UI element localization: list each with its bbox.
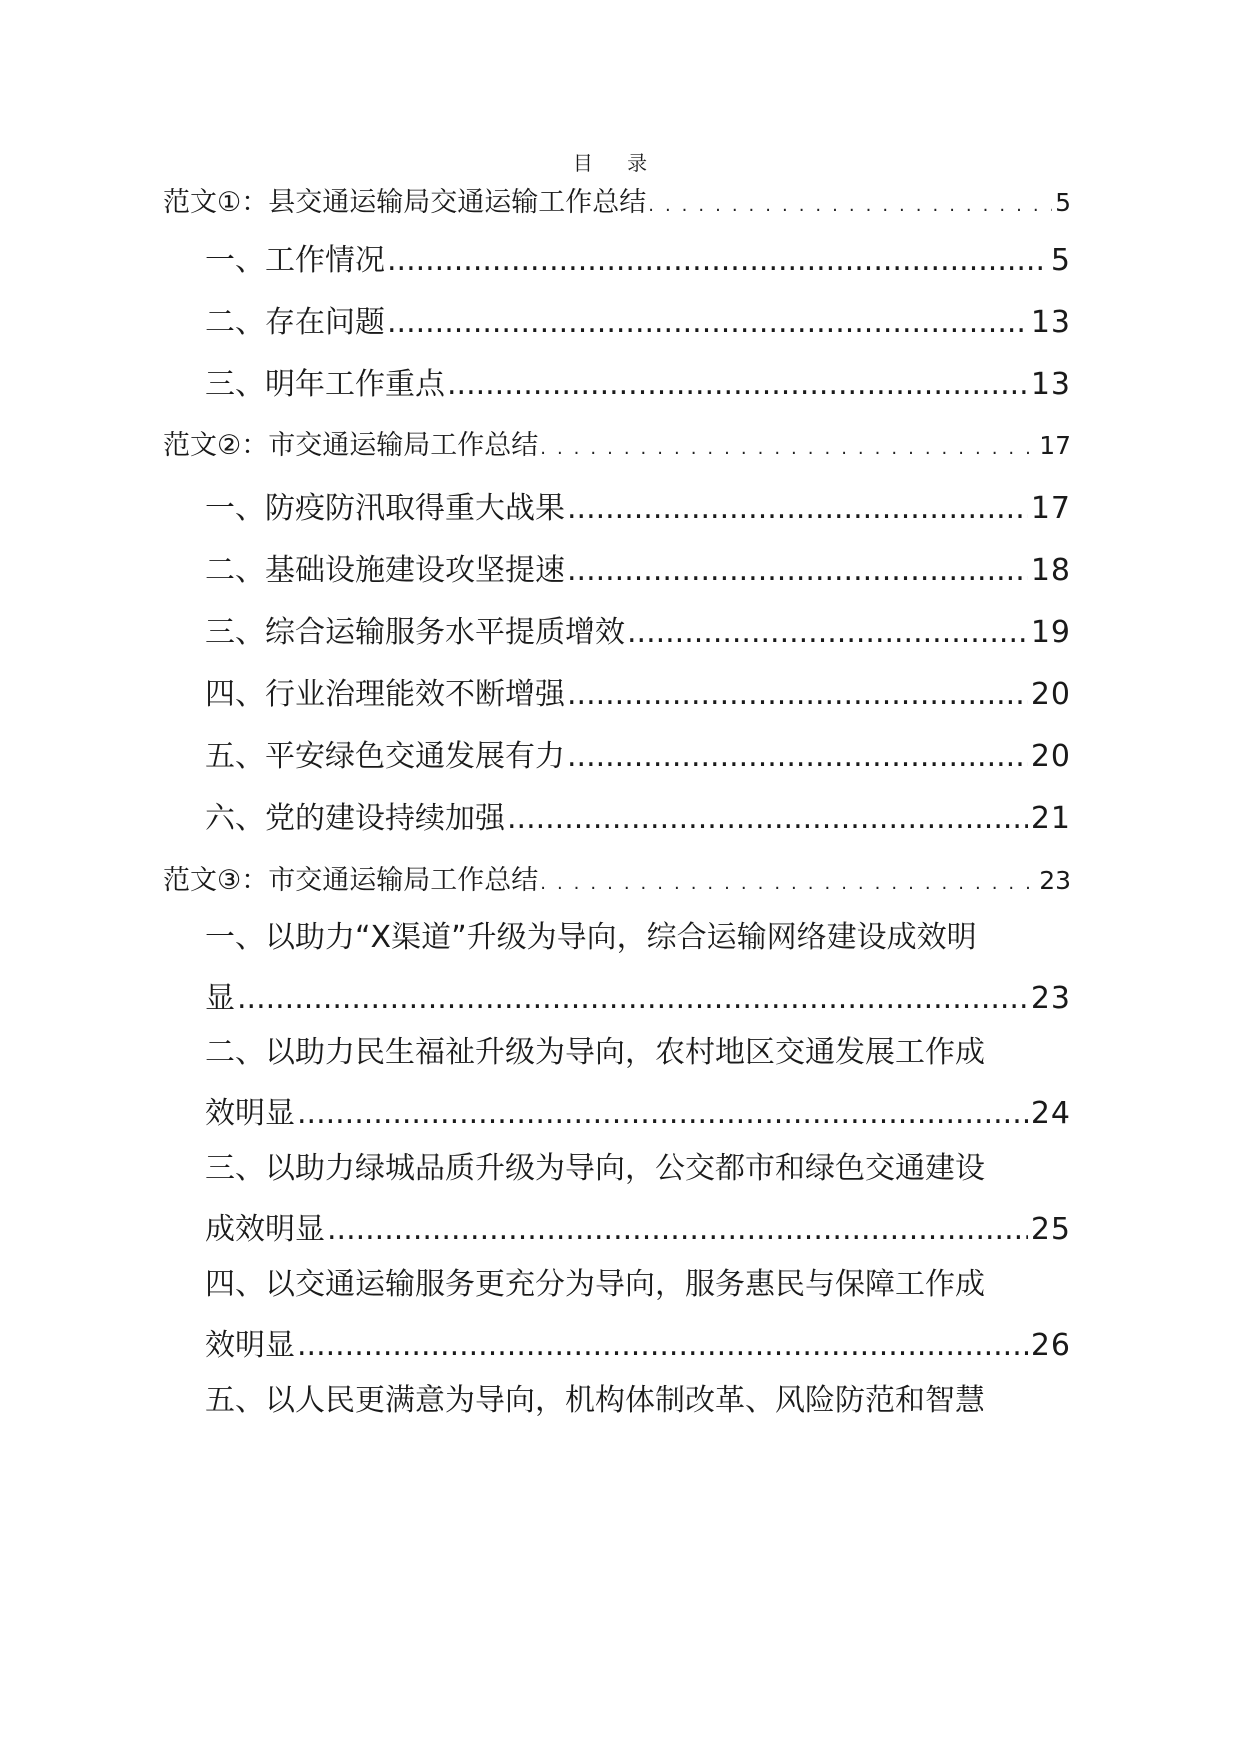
toc-line [205, 793, 1071, 836]
toc-line [205, 973, 1071, 1016]
toc-line [205, 235, 1071, 278]
toc-line [163, 423, 1071, 463]
toc-item-label-line2: 显 [205, 981, 235, 1016]
toc-item-label: 三、明年工作重点 [205, 367, 445, 402]
toc-item-label: 四、行业治理能效不断增强 [205, 677, 565, 712]
toc-page-number: 18 [1030, 553, 1071, 588]
toc-item-label: 二、存在问题 [205, 305, 385, 340]
toc-item-label-line1: 三、以助力绿城品质升级为导向，公交都市和绿色交通建设 [205, 1151, 985, 1186]
toc-page-number: 17 [1039, 431, 1071, 460]
toc-line [205, 669, 1071, 712]
dot-leader [507, 801, 1028, 831]
toc-line [205, 1320, 1071, 1363]
dot-leader [540, 438, 1036, 456]
dot-leader [648, 195, 1052, 213]
toc-title: 目 录 [572, 151, 662, 175]
toc-page-number: 24 [1030, 1096, 1071, 1131]
dot-leader [327, 1212, 1028, 1242]
toc-page-number: 13 [1030, 367, 1071, 402]
dot-leader [567, 491, 1028, 521]
toc-item-label: 一、防疫防汛取得重大战果 [205, 491, 565, 526]
dot-leader [567, 553, 1028, 583]
dot-leader [567, 739, 1028, 769]
dot-leader [297, 1096, 1028, 1126]
dot-leader [387, 305, 1028, 335]
toc-line [205, 483, 1071, 526]
toc-item-label-line1: 二、以助力民生福祉升级为导向，农村地区交通发展工作成 [205, 1035, 985, 1070]
toc-item-label: 三、综合运输服务水平提质增效 [205, 615, 625, 650]
dot-leader [627, 615, 1028, 645]
toc-page-number: 13 [1030, 305, 1071, 340]
dot-leader [447, 367, 1028, 397]
toc-page-number: 25 [1030, 1212, 1071, 1247]
dot-leader [540, 873, 1036, 891]
toc-page-number: 19 [1030, 615, 1071, 650]
toc-item-label-line1: 五、以人民更满意为导向，机构体制改革、风险防范和智慧 [205, 1383, 985, 1418]
toc-section-label: 范文②：市交通运输局工作总结 [163, 430, 539, 461]
toc-line [205, 731, 1071, 774]
toc-item-label-line1: 四、以交通运输服务更充分为导向，服务惠民与保障工作成 [205, 1267, 985, 1302]
toc-page-number: 20 [1030, 739, 1071, 774]
toc-item-label: 五、平安绿色交通发展有力 [205, 739, 565, 774]
toc-page-number: 23 [1030, 981, 1071, 1016]
toc-page-number: 23 [1039, 866, 1071, 895]
toc-line [163, 180, 1071, 220]
toc-item-label-line2: 成效明显 [205, 1212, 325, 1247]
dot-leader [387, 243, 1048, 273]
toc-section-label: 范文①：县交通运输局交通运输工作总结 [163, 187, 647, 218]
toc-page-number: 5 [1055, 188, 1071, 217]
toc-item-label: 二、基础设施建设攻坚提速 [205, 553, 565, 588]
toc-page-number: 21 [1030, 801, 1071, 836]
toc-page-number: 17 [1030, 491, 1071, 526]
toc-item-label: 六、党的建设持续加强 [205, 801, 505, 836]
toc-line [205, 297, 1071, 340]
toc-section-label: 范文③：市交通运输局工作总结 [163, 865, 539, 896]
dot-leader [297, 1328, 1028, 1358]
toc-line [205, 607, 1071, 650]
toc-page-number: 5 [1050, 243, 1071, 278]
toc-page-number: 20 [1030, 677, 1071, 712]
dot-leader [567, 677, 1028, 707]
toc-page-number: 26 [1030, 1328, 1071, 1363]
toc-line [205, 1204, 1071, 1247]
toc-line [163, 858, 1071, 898]
toc-item-label-line2: 效明显 [205, 1328, 295, 1363]
dot-leader [237, 981, 1028, 1011]
toc-item-label-line2: 效明显 [205, 1096, 295, 1131]
toc-item-label: 一、工作情况 [205, 243, 385, 278]
toc-line [205, 545, 1071, 588]
toc-line [205, 1088, 1071, 1131]
toc-item-label-line1: 一、以助力“X渠道”升级为导向，综合运输网络建设成效明 [205, 920, 977, 955]
toc-line [205, 359, 1071, 402]
